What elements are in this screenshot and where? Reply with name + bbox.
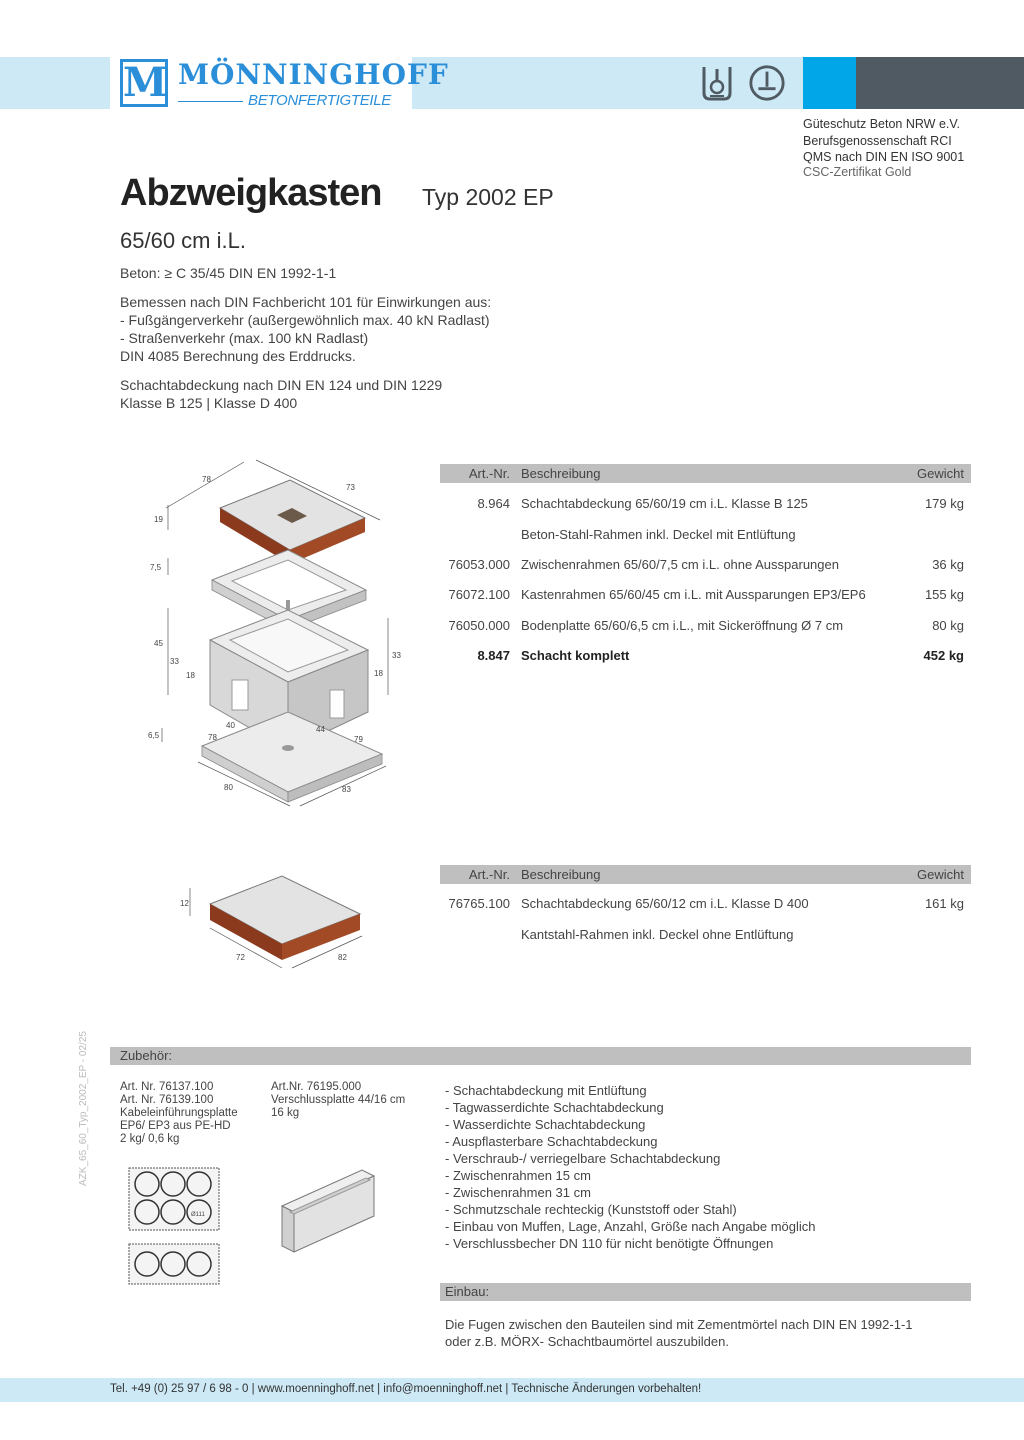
cover-line: Schachtabdeckung nach DIN EN 124 und DIN 1229: [120, 377, 443, 393]
dimension-label: 40: [226, 721, 235, 730]
dimension-label: 72: [236, 953, 245, 962]
closure-plate-drawing: [272, 1166, 382, 1256]
einbau-text: Die Fugen zwischen den Bauteilen sind mit Zementmörtel nach DIN EN 1992-1-1 oder z.B. MÖRX- Schachtbaumörtel auszubilden.: [445, 1317, 913, 1349]
dimension-label: 12: [180, 899, 189, 908]
dimension-label: 18: [186, 671, 195, 680]
cert-line: Güteschutz Beton NRW e.V.: [803, 117, 961, 131]
dimension-label: 83: [342, 785, 351, 794]
list-item: - Zwischenrahmen 15 cm: [445, 1168, 591, 1183]
list-item: - Tagwasserdichte Schachtabdeckung: [445, 1100, 664, 1115]
list-item: - Schmutzschale rechteckig (Kunststoff oder Stahl): [445, 1202, 737, 1217]
product-size: 65/60 cm i.L.: [120, 228, 246, 253]
dimension-label: 7,5: [150, 563, 162, 572]
list-item: - Verschlussbecher DN 110 für nicht benötigte Öffnungen: [445, 1236, 774, 1251]
logo-name: MÖNNINGHOFF: [178, 58, 449, 91]
list-item: - Auspflasterbare Schachtabdeckung: [445, 1134, 658, 1149]
cover-part: [220, 480, 365, 564]
list-item: - Verschraub-/ verriegelbare Schachtabdeckung: [445, 1151, 721, 1166]
product-type: Typ 2002 EP: [422, 184, 554, 210]
quality-seal-icon: [748, 63, 786, 103]
dimension-label: 82: [338, 953, 347, 962]
guetezeichen-icon: [698, 63, 736, 103]
accessory-item2: Art.Nr. 76195.000 Verschlussplatte 44/16 cm 16 kg: [271, 1081, 406, 1119]
header-accent-blue: [803, 57, 856, 109]
logo-subtitle: BETONFERTIGTEILE: [248, 92, 392, 109]
table1-header: Art.-Nr. Beschreibung Gewicht: [440, 464, 971, 483]
exploded-shaft-drawing: [140, 450, 410, 810]
dimension-label: 44: [316, 725, 325, 734]
list-item: - Wasserdichte Schachtabdeckung: [445, 1117, 646, 1132]
dimension-label: 33: [392, 651, 401, 660]
cert-line: Berufsgenossenschaft RCI: [803, 134, 952, 148]
logo-mark: M: [120, 59, 168, 107]
dimension-label: 18: [374, 669, 383, 678]
design-line: DIN 4085 Berechnung des Erddrucks.: [120, 348, 356, 364]
design-line: - Straßenverkehr (max. 100 kN Radlast): [120, 330, 369, 346]
dimension-label: 78: [208, 733, 217, 742]
d400-cover-drawing: [170, 868, 380, 978]
table-row: Kantstahl-Rahmen inkl. Deckel ohne Entlüftung: [521, 927, 794, 942]
dimension-label: 6,5: [148, 731, 160, 740]
table-row: 76050.000 Bodenplatte 65/60/6,5 cm i.L., mit Sickeröffnung Ø 7 cm 80 kg: [448, 618, 964, 633]
cert-line: QMS nach DIN EN ISO 9001: [803, 150, 965, 164]
cover-line: Klasse B 125 | Klasse D 400: [120, 395, 298, 411]
footer-contact: Tel. +49 (0) 25 97 / 6 98 - 0 | www.moenninghoff.net | info@moenninghoff.net | Technische Änderungen vorbehalten!: [110, 1383, 702, 1395]
document-id: AZK_65_60_Typ_2002_EP - 02/25: [78, 1031, 89, 1186]
zubehoer-header: Zubehör:: [110, 1047, 971, 1065]
table-row: 76072.100 Kastenrahmen 65/60/45 cm i.L. mit Aussparungen EP3/EP6 155 kg: [448, 587, 964, 602]
list-item: - Einbau von Muffen, Lage, Anzahl, Größe nach Angabe möglich: [445, 1219, 816, 1234]
cert-line: CSC-Zertifikat Gold: [803, 165, 912, 179]
list-item: - Schachtabdeckung mit Entlüftung: [445, 1083, 647, 1098]
concrete-spec: Beton: ≥ C 35/45 DIN EN 1992-1-1: [120, 265, 337, 281]
table-total-row: 8.847 Schacht komplett 452 kg: [477, 648, 964, 663]
dimension-label: 19: [154, 515, 163, 524]
einbau-header: Einbau:: [440, 1283, 971, 1301]
dimension-label: 78: [202, 475, 211, 484]
accessory-list: [445, 1082, 816, 1252]
dimension-label: 73: [346, 483, 355, 492]
table-row: 76765.100 Schachtabdeckung 65/60/12 cm i.L. Klasse D 400 161 kg: [448, 896, 964, 911]
accessory-item1: Art. Nr. 76137.100 Art. Nr. 76139.100 Kabeleinführungsplatte EP6/ EP3 aus PE-HD 2 kg/ 0,6 kg: [120, 1081, 238, 1145]
header-accent-dark: [856, 57, 1024, 109]
dimension-label: 33: [170, 657, 179, 666]
table-row: 76053.000 Zwischenrahmen 65/60/7,5 cm i.L. ohne Aussparungen 36 kg: [448, 557, 964, 572]
product-title: Abzweigkasten: [120, 172, 382, 214]
table-row: Beton-Stahl-Rahmen inkl. Deckel mit Entlüftung: [521, 527, 796, 542]
plate-diameter-label: Ø111: [191, 1212, 205, 1218]
logo-underline: [178, 101, 243, 102]
dimension-label: 80: [224, 783, 233, 792]
table2-header: Art.-Nr. Beschreibung Gewicht: [440, 865, 971, 884]
list-item: - Zwischenrahmen 31 cm: [445, 1185, 591, 1200]
cable-entry-plate-drawing: [125, 1166, 225, 1291]
design-line: - Fußgängerverkehr (außergewöhnlich max. 40 kN Radlast): [120, 312, 490, 328]
design-line: Bemessen nach DIN Fachbericht 101 für Einwirkungen aus:: [120, 294, 492, 310]
dimension-label: 79: [354, 735, 363, 744]
table-row: 8.964 Schachtabdeckung 65/60/19 cm i.L. Klasse B 125 179 kg: [477, 496, 964, 511]
dimension-label: 45: [154, 639, 163, 648]
